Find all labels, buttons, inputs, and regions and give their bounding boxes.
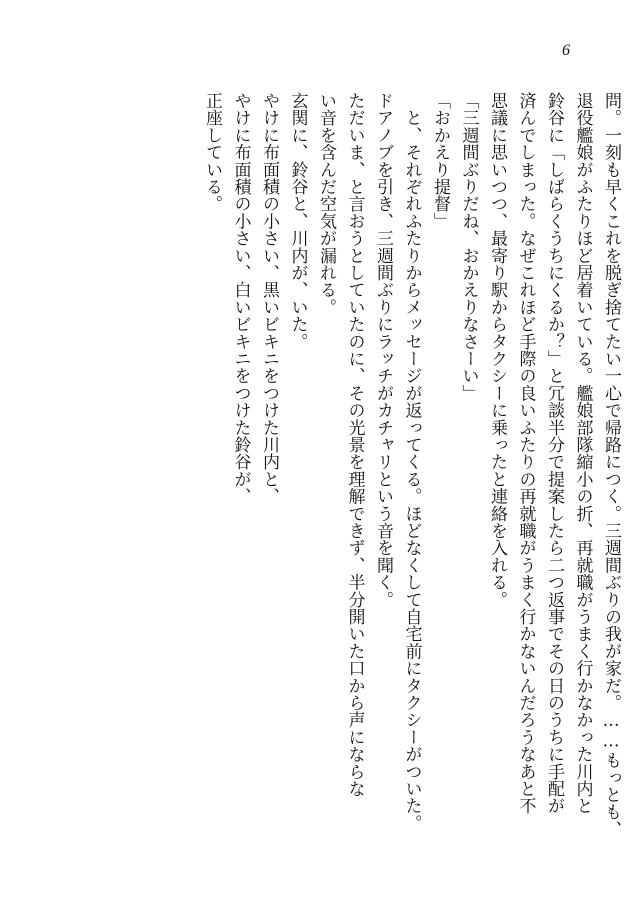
text-line: ただいま、と言おうとしていたのに、その光景を理解できず、半分開いた口から声にならな xyxy=(344,92,365,798)
text-line: 玄関に、鈴谷と、川内が、いた。 xyxy=(287,92,308,350)
text-line: 正座している。 xyxy=(202,92,222,213)
text-line: やけに布面積の小さい、黒いビキニをつけた川内と、 xyxy=(259,92,279,505)
text-line: ドアノブを引き、三週間ぶりにラッチがカチャリという音を聞く。 xyxy=(373,92,393,608)
text-line: 済んでしまった。なぜこれほど手際の良いふたりの再就職がうまく行かないんだろうなあと不 xyxy=(515,92,536,815)
text-line: 鈴谷に「しばらくうちにくるか？」と冗談半分で提案したら二つ返事でその日のうちに手配が xyxy=(544,92,564,815)
body-text xyxy=(198,92,626,882)
page-number: 6 xyxy=(562,42,570,59)
text-line: やけに布面積の小さい、白いビキニをつけた鈴谷が、 xyxy=(230,92,251,505)
text-line: 「三週間ぶりだね、おかえりなさーい」 xyxy=(458,92,479,402)
text-line: い音を含んだ空気が漏れる。 xyxy=(316,92,336,316)
text-line: 退役艦娘がふたりほど居着いている。艦娘部隊縮小の折、再就職がうまく行かなかった川内と xyxy=(572,92,593,815)
text-line: 「おかえり提督」 xyxy=(430,92,450,230)
text-line: 問。一刻も早くこれを脱ぎ捨てたい一心で帰路につく。三週間ぶりの我が家だ。……もっとも、 xyxy=(601,92,621,838)
text-line: と、それぞれふたりからメッセージが返ってくる。ほどなくして自宅前にタクシーがついた。 xyxy=(401,92,422,832)
text-line: 思議に思いつつ、最寄り駅からタクシーに乗ったと連絡を入れる。 xyxy=(487,92,507,608)
